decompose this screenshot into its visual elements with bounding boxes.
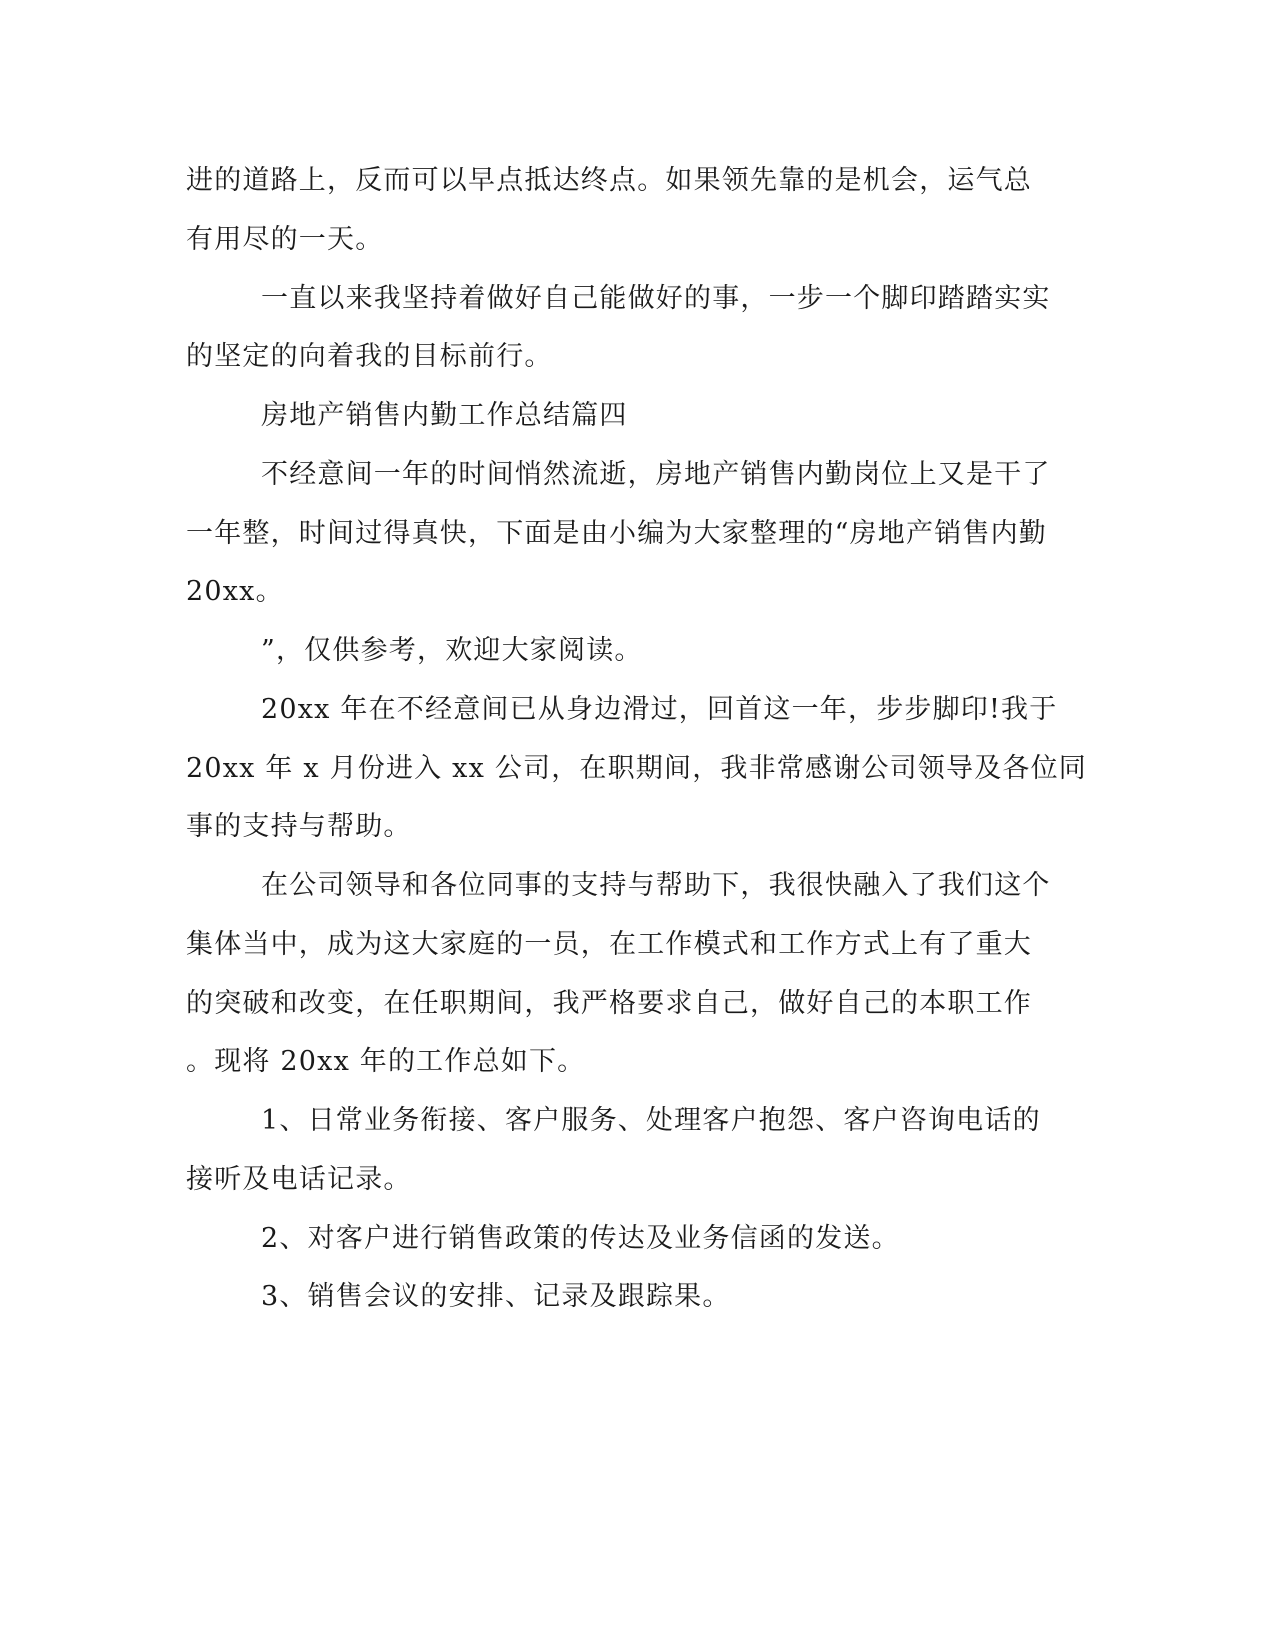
paragraph-first-line: 在公司领导和各位同事的支持与帮助下，我很快融入了我们这个	[261, 870, 1051, 901]
text-line: 20xx。	[186, 576, 284, 607]
section-heading: 房地产销售内勤工作总结篇四	[261, 400, 628, 431]
text-line: 。现将 20xx 年的工作总如下。	[186, 1046, 586, 1077]
list-item: 1、日常业务衔接、客户服务、处理客户抱怨、客户咨询电话的	[261, 1105, 1041, 1136]
paragraph-first-line: 一直以来我坚持着做好自己能做好的事，一步一个脚印踏踏实实	[261, 283, 1051, 314]
text-line: 事的支持与帮助。	[186, 811, 412, 842]
paragraph-first-line: 20xx 年在不经意间已从身边滑过，回首这一年，步步脚印!我于	[261, 694, 1058, 725]
text-line: 的坚定的向着我的目标前行。	[186, 341, 553, 372]
paragraph-first-line: 不经意间一年的时间悄然流逝，房地产销售内勤岗位上又是干了	[261, 459, 1051, 490]
paragraph-first-line: ”，仅供参考，欢迎大家阅读。	[261, 635, 643, 666]
text-line: 集体当中，成为这大家庭的一员，在工作模式和工作方式上有了重大	[186, 929, 1032, 960]
text-line: 20xx 年 x 月份进入 xx 公司，在职期间，我非常感谢公司领导及各位同	[186, 753, 1088, 784]
text-line: 进的道路上，反而可以早点抵达终点。如果领先靠的是机会，运气总	[186, 165, 1032, 196]
list-item: 3、销售会议的安排、记录及跟踪果。	[261, 1281, 731, 1312]
text-line: 有用尽的一天。	[186, 224, 384, 255]
text-line: 接听及电话记录。	[186, 1164, 412, 1195]
text-line: 的突破和改变，在任职期间，我严格要求自己，做好自己的本职工作	[186, 988, 1032, 1019]
text-line: 一年整，时间过得真快，下面是由小编为大家整理的“房地产销售内勤	[186, 518, 1048, 549]
list-item: 2、对客户进行销售政策的传达及业务信函的发送。	[261, 1223, 900, 1254]
